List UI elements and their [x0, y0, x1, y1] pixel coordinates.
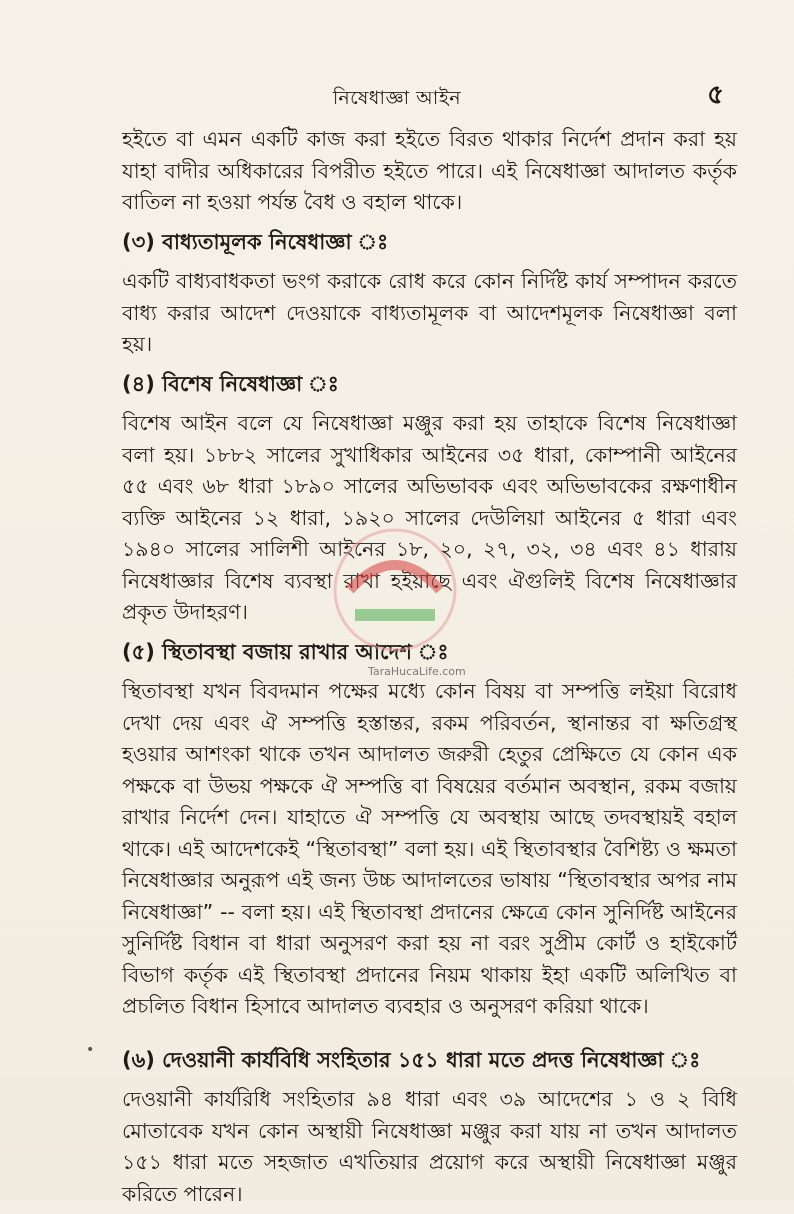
paragraph-special-injunction: বিশেষ আইন বলে যে নিষেধাজ্ঞা মঞ্জুর করা হয় তাহাকে বিশেষ নিষেধাজ্ঞা বলা হয়। ১৮৮২ সালের সুখাধিকার আইনের ৩৫ ধারা, কোম্পানী আইনের ৫৫ এবং ৬৮ ধারা ১৮৯০ সালের অভিভাবক এবং অভিভাবকের রক্ষণাধীন ব্যক্তি আইনের ১২ ধারা, ১৯২০ সালের দেউলিয়া আইনের ৫ ধারা এবং ১৯৪০ সালের সালিশী আইনের ১৮, ২০, ২৭, ৩২, ৩৪ এবং ৪১ ধারায় নিষেধাজ্ঞার বিশেষ ব্যবস্থা রাখা হইয়াছে এবং ঐগুলিই বিশেষ নিষেধাজ্ঞার প্রকৃত উদাহরণ।: [122, 411, 737, 624]
watermark-logo: [310, 520, 480, 670]
heading-section-151-injunction: (৬) দেওয়ানী কার্যবিধি সংহিতার ১৫১ ধারা মতে প্রদত্ত নিষেধাজ্ঞা ঃ: [122, 1047, 701, 1072]
heading-mandatory-injunction: (৩) বাধ্যতামূলক নিষেধাজ্ঞা ঃ: [122, 229, 389, 254]
page-number: ৫: [707, 80, 724, 110]
paragraph-mandatory-injunction: একটি বাধ্যবাধকতা ভংগ করাকে রোধ করে কোন নির্দিষ্ট কার্য সম্পাদন করতে বাধ্য করার আদেশ দেওয়াকে বাধ্যতামূলক বা আদেশমূলক নিষেধাজ্ঞা বলা হয়।: [122, 269, 737, 356]
bullet-dot: •: [86, 1042, 95, 1058]
running-title: নিষেধাজ্ঞা আইন: [332, 87, 462, 109]
paragraph-continuation: হইতে বা এমন একটি কাজ করা হইতে বিরত থাকার নির্দেশ প্রদান করা হয় যাহা বাদীর অধিকারের বিপরীত হইতে পারে। এই নিষেধাজ্ঞা আদালত কর্তৃক বাতিল না হওয়া পর্যন্ত বৈধ ও বহাল থাকে।: [122, 127, 737, 214]
heading-special-injunction: (৪) বিশেষ নিষেধাজ্ঞা ঃ: [122, 371, 339, 396]
watermark-site-text: TaraHucaLife.com: [368, 665, 466, 678]
heading-status-quo-order: (৫) স্থিতাবস্থা বজায় রাখার আদেশ ঃ: [122, 639, 449, 664]
paragraph-status-quo-order: স্থিতাবস্থা যখন বিবদমান পক্ষের মধ্যে কোন বিষয় বা সম্পত্তি লইয়া বিরোধ দেখা দেয় এবং ঐ সম্পত্তি হস্তান্তর, রকম পরিবর্তন, স্থানান্তর বা ক্ষতিগ্রস্থ হওয়ার আশংকা থাকে তখন আদালত জরুরী হেতুর প্রেক্ষিতে যে কোন এক পক্ষকে বা উভয় পক্ষকে ঐ সম্পত্তি বা বিষয়ের বর্তমান অবস্থান, রকম বজায় রাখার নির্দেশ দেন। যাহাতে ঐ সম্পত্তি যে অবস্থায় আছে তদবস্থায়ই বহাল থাকে। এই আদেশকেই “স্থিতাবস্থা” বলা হয়। এই স্থিতাবস্থার বৈশিষ্ট্য ও ক্ষমতা নিষেধাজ্ঞার অনুরূপ এই জন্য উচ্চ আদালতের ভাষায় “স্থিতাবস্থার অপর নাম নিষেধাজ্ঞা” -- বলা হয়। এই স্থিতাবস্থা প্রদানের ক্ষেত্রে কোন সুনির্দিষ্ট আইনের সুনির্দিষ্ট বিধান বা ধারা অনুসরণ করা হয় না বরং সুপ্রীম কোর্ট ও হাইকোর্ট বিভাগ কর্তৃক এই স্থিতাবস্থা প্রদানের নিয়ম থাকায় ইহা একটি অলিখিত বা প্রচলিত বিধান হিসাবে আদালত ব্যবহার ও অনুসরণ করিয়া থাকে।: [122, 679, 737, 1018]
paragraph-section-151-injunction: দেওয়ানী কার্যরিধি সংহিতার ৯৪ ধারা এবং ৩৯ আদেশের ১ ও ২ বিধি মোতাবেক যখন কোন অস্থায়ী নিষেধাজ্ঞা মঞ্জুর করা যায় না তখন আদালত ১৫১ ধারা মতে সহজাত এখতিয়ার প্রয়োগ করে অস্থায়ী নিষেধাজ্ঞা মঞ্জুর করিতে পারেন।: [122, 1087, 737, 1206]
page-header: [0, 80, 794, 112]
